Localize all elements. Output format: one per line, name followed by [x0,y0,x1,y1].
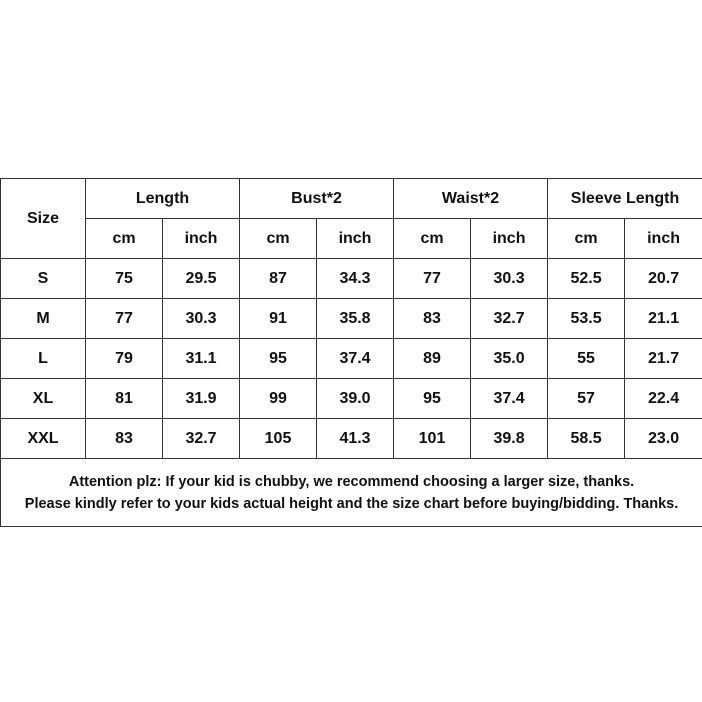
table-cell: 32.7 [163,419,240,459]
table-cell: 30.3 [163,299,240,339]
size-header: Size [1,179,86,259]
table-row [1,299,702,339]
table-cell: 55 [548,339,625,379]
unit-header: inch [317,219,394,259]
note-row [1,459,702,527]
unit-header: cm [240,219,317,259]
size-cell: XXL [1,419,86,459]
table-cell: 20.7 [625,259,702,299]
table-cell: 31.9 [163,379,240,419]
note-cell [1,459,702,527]
unit-header: cm [86,219,163,259]
table-cell: 21.1 [625,299,702,339]
table-cell: 89 [394,339,471,379]
group-header-bust: Bust*2 [240,179,394,219]
table-cell: 101 [394,419,471,459]
table-cell: 41.3 [317,419,394,459]
size-cell: M [1,299,86,339]
table-cell: 53.5 [548,299,625,339]
table-row [1,419,702,459]
table-cell: 35.0 [471,339,548,379]
size-cell: S [1,259,86,299]
size-table [0,178,702,527]
table-cell: 37.4 [471,379,548,419]
size-cell: XL [1,379,86,419]
table-cell: 34.3 [317,259,394,299]
table-cell: 95 [394,379,471,419]
table-cell: 95 [240,339,317,379]
table-cell: 99 [240,379,317,419]
table-cell: 52.5 [548,259,625,299]
table-cell: 77 [394,259,471,299]
table-cell: 21.7 [625,339,702,379]
table-cell: 58.5 [548,419,625,459]
note-line-refer: Please kindly refer to your kids actual height and the size chart before buying/bidding. Thanks. [24,495,679,512]
unit-header: cm [548,219,625,259]
table-cell: 75 [86,259,163,299]
table-cell: 23.0 [625,419,702,459]
table-cell: 37.4 [317,339,394,379]
table-cell: 31.1 [163,339,240,379]
note-line-attention: Attention plz: If your kid is chubby, we recommend choosing a larger size, thanks. [68,473,635,490]
header-row-units [1,219,702,259]
table-cell: 79 [86,339,163,379]
group-header-waist: Waist*2 [394,179,548,219]
table-cell: 39.8 [471,419,548,459]
table-cell: 91 [240,299,317,339]
unit-header: inch [625,219,702,259]
size-chart [0,178,702,527]
table-cell: 30.3 [471,259,548,299]
table-cell: 77 [86,299,163,339]
table-cell: 83 [86,419,163,459]
table-cell: 57 [548,379,625,419]
table-row [1,339,702,379]
group-header-length: Length [86,179,240,219]
table-cell: 87 [240,259,317,299]
table-cell: 39.0 [317,379,394,419]
table-cell: 29.5 [163,259,240,299]
size-cell: L [1,339,86,379]
table-row [1,259,702,299]
group-header-sleeve-length: Sleeve Length [548,179,702,219]
table-row [1,379,702,419]
header-row-groups [1,179,702,219]
table-cell: 32.7 [471,299,548,339]
table-cell: 35.8 [317,299,394,339]
unit-header: cm [394,219,471,259]
table-cell: 81 [86,379,163,419]
table-cell: 83 [394,299,471,339]
unit-header: inch [471,219,548,259]
table-cell: 105 [240,419,317,459]
unit-header: inch [163,219,240,259]
table-cell: 22.4 [625,379,702,419]
